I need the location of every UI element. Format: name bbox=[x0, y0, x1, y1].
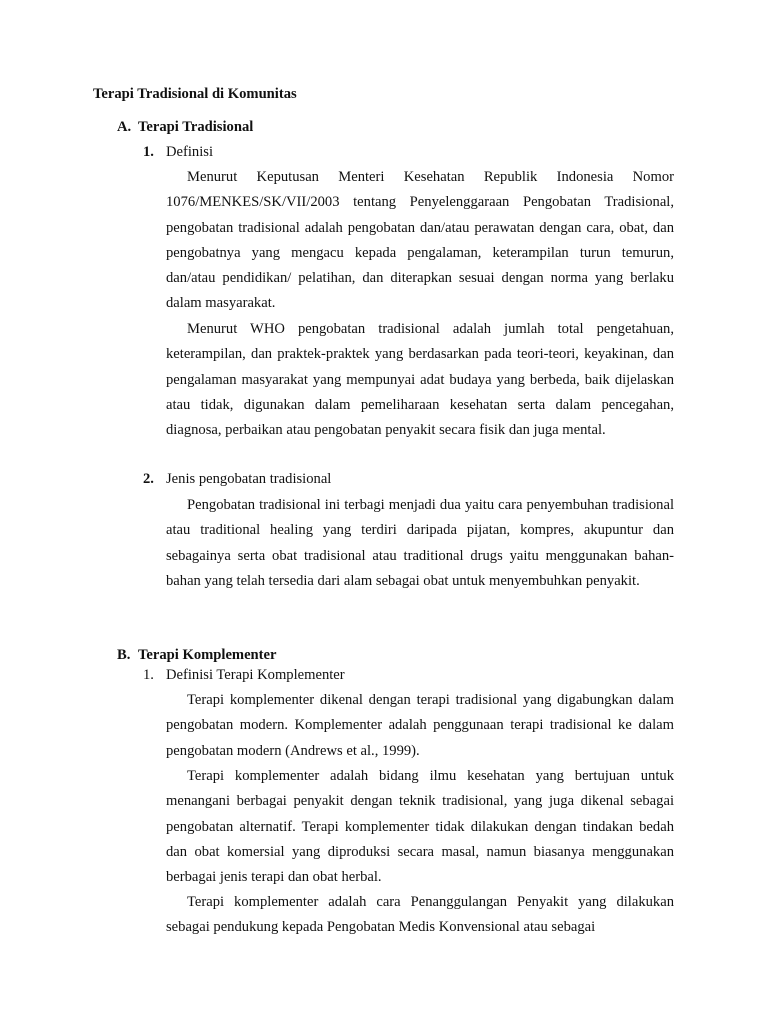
paragraph-b1-3: Terapi komplementer adalah cara Penanggulangan Penyakit yang dilakukan sebagai pendukung kepada Pengobatan Medis Konvensional atau sebagai bbox=[166, 894, 674, 936]
item-b1-number: 1. bbox=[143, 667, 154, 683]
item-b1-label: Definisi Terapi Komplementer bbox=[166, 667, 345, 683]
section-b-letter: B. bbox=[117, 647, 131, 663]
section-a-letter: A. bbox=[117, 119, 132, 135]
item-a2-heading bbox=[143, 471, 331, 488]
section-b-heading bbox=[117, 647, 276, 664]
paragraph-a2-1: Pengobatan tradisional ini terbagi menjadi dua yaitu cara penyembuhan tradisional atau traditional healing yang terdiri daripada pijatan, kompres, akupuntur dan sebagainya serta obat tradisional atau traditional drugs yaitu menggunakan bahan-bahan yang telah tersedia dari alam sebagai obat untuk menyembuhkan penyakit. bbox=[166, 497, 674, 589]
section-b-title: Terapi Komplementer bbox=[138, 647, 277, 663]
item-b1-heading bbox=[143, 667, 345, 684]
paragraph-a1-2: Menurut WHO pengobatan tradisional adalah jumlah total pengetahuan, keterampilan, dan praktek-praktek yang berdasarkan pada teori-teori, keyakinan, dan pengalaman masyarakat yang mempunyai adat budaya yang berbeda, baik dijelaskan atau tidak, digunakan dalam pemeliharaan kesehatan serta dalam pencegahan, diagnosa, perbaikan atau pengobatan penyakit secara fisik dan juga mental. bbox=[166, 321, 674, 439]
section-a-heading bbox=[117, 119, 253, 136]
paragraph-a1-1: Menurut Keputusan Menteri Kesehatan Republik Indonesia Nomor 1076/MENKES/SK/VII/2003 tentang Penyelenggaraan Pengobatan Tradisional, pengobatan tradisional adalah pengobatan dan/atau perawatan dengan cara, obat, dan pengobatnya yang mengacu kepada pengalaman, keterampilan turun temurun, dan/atau pendidikan/ pelatihan, dan diterapkan sesuai dengan norma yang berlaku dalam masyarakat. bbox=[166, 169, 674, 312]
item-a2-label: Jenis pengobatan tradisional bbox=[166, 471, 332, 487]
item-a1-heading bbox=[143, 144, 213, 161]
paragraph-b1-2: Terapi komplementer adalah bidang ilmu kesehatan yang bertujuan untuk menangani berbagai penyakit dengan teknik tradisional, yang juga dikenal sebagai pengobatan alternatif. Terapi komplementer tidak dilakukan dengan tindakan bedah dan obat komersial yang diproduksi secara masal, namun biasanya menggunakan berbagai jenis terapi dan obat herbal. bbox=[166, 768, 674, 886]
section-a-title: Terapi Tradisional bbox=[138, 119, 254, 135]
item-a1-number: 1. bbox=[143, 144, 154, 160]
item-a2-number: 2. bbox=[143, 471, 154, 487]
paragraph-b1-1: Terapi komplementer dikenal dengan terapi tradisional yang digabungkan dalam pengobatan modern. Komplementer adalah penggunaan terapi tradisional ke dalam pengobatan modern (Andrews et al., 1999). bbox=[166, 692, 674, 759]
document-title: Terapi Tradisional di Komunitas bbox=[93, 86, 297, 102]
item-a1-label: Definisi bbox=[166, 144, 214, 160]
